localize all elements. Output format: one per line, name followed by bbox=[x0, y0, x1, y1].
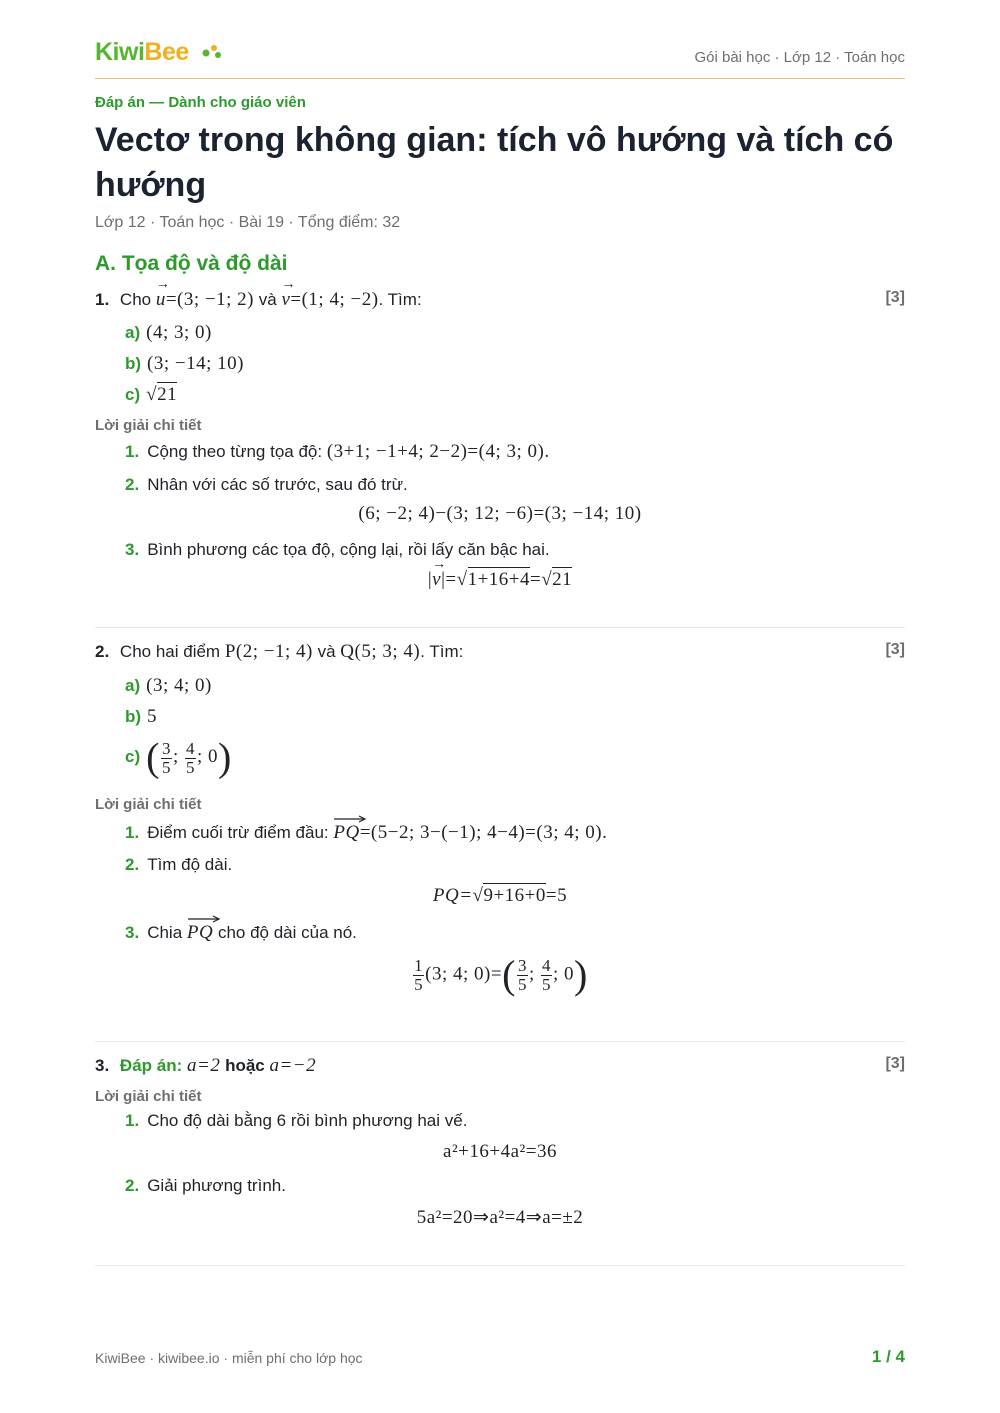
question-text: Cho bbox=[119, 290, 152, 309]
question-text: và bbox=[317, 642, 336, 661]
question-number: 3. bbox=[95, 1056, 110, 1075]
logo-text-kiwi: Kiwi bbox=[95, 38, 145, 66]
fraction-denominator: 5 bbox=[541, 974, 551, 994]
option-label: c) bbox=[125, 385, 141, 404]
fraction-numerator: 3 bbox=[161, 738, 171, 758]
solution-step bbox=[125, 922, 357, 944]
step-number: 2. bbox=[125, 1176, 140, 1195]
solution-heading: Lời giải chi tiết bbox=[95, 796, 202, 813]
step-equation: 5a²=20⇒a²=4⇒a=±2 bbox=[416, 1207, 584, 1228]
step-text: Cho độ dài bằng 6 rồi bình phương hai vế. bbox=[147, 1111, 468, 1130]
answer-connector: hoặc bbox=[225, 1056, 265, 1075]
question-2 bbox=[95, 641, 905, 663]
question-text: và bbox=[258, 290, 277, 309]
vector-u-value: =(3; −1; 2) bbox=[165, 289, 254, 310]
step-text: Nhân với các số trước, sau đó trừ. bbox=[147, 475, 408, 494]
answer-value: a=2 bbox=[187, 1055, 221, 1076]
divider bbox=[95, 627, 905, 628]
vector-pq: PQ bbox=[186, 922, 214, 943]
fraction-denominator: 5 bbox=[185, 757, 195, 777]
option-a bbox=[125, 675, 212, 697]
step-text: cho độ dài của nó. bbox=[217, 923, 357, 942]
document-meta: Lớp 12 · Toán học · Bài 19 · Tổng điểm: 32 bbox=[95, 214, 401, 231]
step-math: |= bbox=[441, 569, 457, 590]
answer-value: a=−2 bbox=[269, 1055, 317, 1076]
solution-heading: Lời giải chi tiết bbox=[95, 417, 202, 434]
breadcrumb: Gói bài học · Lớp 12 · Toán học bbox=[694, 49, 905, 66]
step-text: Bình phương các tọa độ, cộng lại, rồi lấy căn bậc hai. bbox=[147, 540, 550, 559]
step-math: 21 bbox=[552, 569, 573, 590]
fraction-denominator: 5 bbox=[161, 757, 171, 777]
option-c: c) √21 bbox=[125, 384, 178, 405]
question-1 bbox=[95, 289, 905, 311]
step-math: PQ= bbox=[432, 885, 473, 906]
fraction-numerator: 4 bbox=[185, 738, 195, 758]
step-text: Điểm cuối trừ điểm đầu: bbox=[147, 823, 329, 842]
step-math: 9+16+0 bbox=[483, 885, 546, 906]
step-text: Tìm độ dài. bbox=[147, 855, 233, 874]
vector-u: → u bbox=[156, 289, 166, 311]
answer-label: Đáp án: bbox=[119, 1056, 183, 1075]
fraction-numerator: 1 bbox=[414, 955, 424, 975]
solution-step bbox=[125, 855, 232, 875]
step-math: = bbox=[530, 569, 542, 590]
option-label: a) bbox=[125, 323, 141, 342]
divider bbox=[95, 1265, 905, 1266]
question-3 bbox=[95, 1055, 905, 1077]
logo-text-bee: Bee bbox=[144, 38, 189, 66]
option-label: a) bbox=[125, 676, 141, 695]
point-p: P(2; −1; 4) bbox=[224, 641, 313, 662]
points-badge: [3] bbox=[885, 1055, 905, 1072]
question-number: 2. bbox=[95, 642, 110, 661]
option-value: 21 bbox=[157, 384, 178, 405]
option-value: 0 bbox=[208, 746, 219, 768]
step-math: (3; 4; 0)= bbox=[425, 963, 503, 985]
step-math: 1+16+4 bbox=[467, 569, 530, 590]
document-eyebrow: Đáp án — Dành cho giáo viên bbox=[95, 94, 306, 111]
option-b bbox=[125, 706, 157, 728]
solution-step bbox=[125, 441, 550, 463]
option-a bbox=[125, 322, 212, 344]
option-label: b) bbox=[125, 354, 142, 373]
option-label: b) bbox=[125, 707, 142, 726]
fraction-denominator: 5 bbox=[414, 974, 424, 994]
option-value: 5 bbox=[147, 706, 158, 727]
step-math: =5 bbox=[545, 885, 568, 906]
step-number: 1. bbox=[125, 1111, 140, 1130]
option-label: c) bbox=[125, 747, 141, 767]
step-math: → v bbox=[432, 569, 441, 591]
vector-v-value: =(1; 4; −2) bbox=[290, 289, 379, 310]
question-text: . Tìm: bbox=[420, 642, 464, 661]
vector-v: → v bbox=[281, 289, 290, 311]
fraction-numerator: 4 bbox=[541, 955, 551, 975]
step-number: 1. bbox=[125, 823, 140, 842]
step-equation: PQ=√9+16+0=5 bbox=[432, 885, 568, 906]
fraction-denominator: 5 bbox=[517, 974, 527, 994]
option-b bbox=[125, 353, 244, 375]
step-math: 0 bbox=[564, 963, 574, 985]
step-number: 3. bbox=[125, 923, 140, 942]
solution-step bbox=[125, 475, 408, 495]
footer-text: KiwiBee · kiwibee.io · miễn phí cho lớp học bbox=[95, 1350, 363, 1366]
option-value: (3; 4; 0) bbox=[146, 675, 212, 696]
question-text: . Tìm: bbox=[378, 290, 422, 309]
solution-step bbox=[125, 1176, 286, 1196]
solution-heading: Lời giải chi tiết bbox=[95, 1088, 202, 1105]
step-number: 2. bbox=[125, 475, 140, 494]
step-text: Giải phương trình. bbox=[147, 1176, 286, 1195]
question-number: 1. bbox=[95, 290, 110, 309]
point-q: Q(5; 3; 4) bbox=[340, 641, 421, 662]
step-math: =(5−2; 3−(−1); 4−4)=(3; 4; 0). bbox=[359, 822, 608, 843]
step-equation: a²+16+4a²=36 bbox=[443, 1141, 557, 1162]
step-equation: $\frac{1}{5}$ (3; 4; 0)=( $\frac{3}{5}$ ; $\frac{4}{5}$ ; 0) bbox=[414, 952, 588, 997]
page-number: 1 / 4 bbox=[871, 1347, 905, 1366]
solution-step bbox=[125, 1111, 467, 1131]
kiwibee-logo[interactable] bbox=[95, 38, 189, 67]
solution-step bbox=[125, 540, 550, 560]
option-value: (4; 3; 0) bbox=[146, 322, 212, 343]
vector-pq: PQ bbox=[333, 822, 360, 843]
step-number: 3. bbox=[125, 540, 140, 559]
points-badge: [3] bbox=[885, 641, 905, 658]
fraction-numerator: 3 bbox=[517, 955, 527, 975]
points-badge: [3] bbox=[885, 289, 905, 306]
step-text: Cộng theo từng tọa độ: bbox=[147, 442, 323, 461]
logo-dots-icon bbox=[201, 44, 223, 60]
section-title-a: A. Tọa độ và độ dài bbox=[95, 252, 288, 275]
solution-step bbox=[125, 822, 607, 844]
divider bbox=[95, 1041, 905, 1042]
option-c: c) ( $\frac{3}{5}$ ; $\frac{4}{5}$ ; 0) bbox=[125, 735, 232, 780]
step-equation: |→ v|=√1+16+4=√21 bbox=[0, 569, 1000, 591]
step-number: 1. bbox=[125, 442, 140, 461]
page-header bbox=[95, 38, 905, 79]
page-title: Vectơ trong không gian: tích vô hướng và tích có hướng bbox=[95, 121, 894, 204]
step-math: (3+1; −1+4; 2−2)=(4; 3; 0). bbox=[326, 441, 550, 462]
step-text: Chia bbox=[147, 923, 183, 942]
step-number: 2. bbox=[125, 855, 140, 874]
option-value: (3; −14; 10) bbox=[147, 353, 244, 374]
question-text: Cho hai điểm bbox=[119, 642, 221, 661]
step-equation: (6; −2; 4)−(3; 12; −6)=(3; −14; 10) bbox=[358, 503, 642, 524]
step-math: | bbox=[427, 569, 433, 590]
